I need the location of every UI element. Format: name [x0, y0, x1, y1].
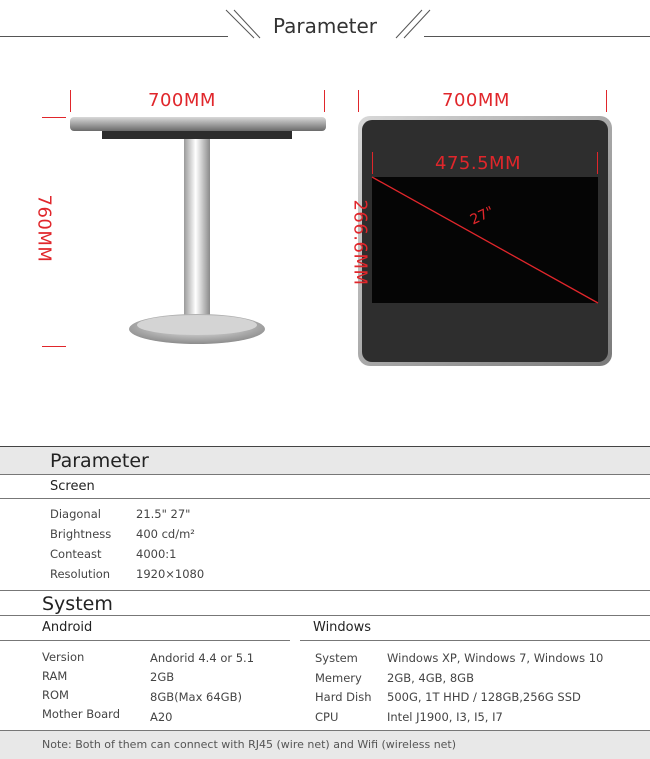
- screen-label-brightness: Brightness: [50, 527, 112, 541]
- screen-label-diagonal: Diagonal: [50, 507, 101, 521]
- screen-width-label: 475.5MM: [435, 153, 522, 174]
- system-top-rule: [0, 590, 650, 591]
- windows-label-cpu: CPU: [315, 710, 339, 724]
- screen-label-resolution: Resolution: [50, 567, 111, 581]
- windows-value-cpu: Intel J1900, I3, I5, I7: [387, 710, 503, 724]
- top-width-tick-right: [606, 90, 607, 112]
- top-width-label: 700MM: [442, 90, 510, 111]
- system-section-title: System: [42, 593, 113, 615]
- android-label-board: Mother Board: [42, 707, 121, 721]
- note-text: Note: Both of them can connect with RJ45 (wire net) and Wifi (wireless net): [42, 738, 457, 751]
- android-value-version: Andorid 4.4 or 5.1: [150, 651, 255, 665]
- android-label-rom: ROM: [42, 688, 69, 702]
- side-width-tick-left: [70, 90, 71, 112]
- side-height-tick-top: [42, 117, 66, 118]
- windows-label-disk: Hard Dish: [315, 690, 372, 704]
- screen-section-title: Screen: [50, 479, 95, 494]
- windows-rule: [300, 640, 650, 641]
- windows-label-system: System: [315, 651, 358, 665]
- top-width-tick-left: [358, 90, 359, 112]
- screen-value-diagonal: 21.5" 27": [136, 507, 191, 521]
- screen-height-label: 266.6MM: [349, 199, 371, 286]
- android-title: Android: [42, 620, 93, 635]
- windows-title: Windows: [313, 620, 372, 635]
- android-rule: [0, 640, 290, 641]
- android-label-ram: RAM: [42, 669, 68, 683]
- spec-title-rule: [0, 474, 650, 475]
- side-width-tick-right: [324, 90, 325, 112]
- android-value-rom: 8GB(Max 64GB): [150, 690, 242, 704]
- windows-label-memory: Memery: [315, 671, 362, 685]
- android-value-board: A20: [150, 710, 173, 724]
- screen-value-contrast: 4000:1: [136, 547, 177, 561]
- windows-value-memory: 2GB, 4GB, 8GB: [387, 671, 474, 685]
- windows-value-disk: 500G, 1T HHD / 128GB,256G SSD: [387, 690, 581, 704]
- side-height-tick-bottom: [42, 346, 66, 347]
- note-top-rule: [0, 730, 650, 731]
- android-value-ram: 2GB: [150, 670, 175, 684]
- screen-label-contrast: Conteast: [50, 547, 102, 561]
- screen-width-tick-left: [372, 152, 373, 174]
- android-label-version: Version: [42, 650, 85, 664]
- spec-title: Parameter: [50, 450, 149, 472]
- screen-width-tick-right: [597, 152, 598, 174]
- screen-value-resolution: 1920×1080: [136, 567, 205, 581]
- system-title-rule: [0, 615, 650, 616]
- side-width-label: 700MM: [148, 90, 216, 111]
- screen-section-rule: [0, 498, 650, 499]
- header-title: Parameter: [272, 14, 378, 38]
- side-height-label: 760MM: [33, 194, 55, 263]
- screen-value-brightness: 400 cd/m²: [136, 527, 195, 541]
- header-rule-right: [424, 36, 650, 37]
- table-side-illustration: [66, 112, 332, 352]
- screen-diagonal-label: 27": [467, 203, 497, 229]
- windows-value-system: Windows XP, Windows 7, Windows 10: [387, 651, 604, 665]
- header-slash-right: [392, 8, 432, 44]
